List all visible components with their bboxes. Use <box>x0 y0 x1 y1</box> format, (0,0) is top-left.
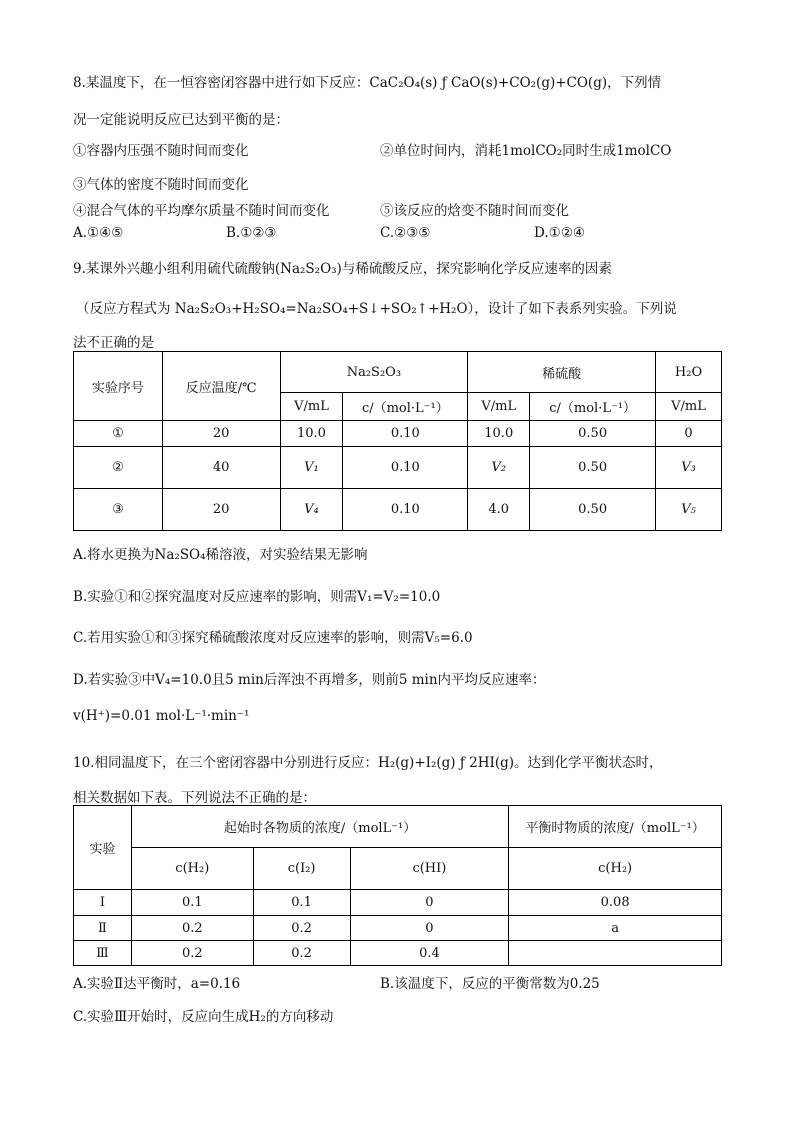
table-cell: 0.50 <box>530 489 656 531</box>
q9-subheader: V/mL <box>468 393 530 421</box>
table-cell: Ⅲ <box>74 941 132 966</box>
q10-stem-line1: 10.相同温度下，在三个密闭容器中分别进行反应：H₂(g)+I₂(g) ƒ 2HI(g)。达到化学平衡状态时， <box>73 755 663 771</box>
table-cell: ③ <box>74 489 163 531</box>
table-cell: 0 <box>350 916 509 941</box>
q9-subheader: V/mL <box>280 393 343 421</box>
q9-stem-line1: 9.某课外兴趣小组利用硫代硫酸钠(Na₂S₂O₃)与稀硫酸反应，探究影响化学反应速率的因素 <box>73 261 612 277</box>
q10-header-eq: 平衡时物质的浓度/（molL⁻¹） <box>509 806 722 848</box>
table-row <box>74 916 722 941</box>
table-cell: Ⅱ <box>74 916 132 941</box>
table-cell: 10.0 <box>468 421 530 447</box>
q9-stem-line3: 法不正确的是 <box>73 335 154 351</box>
table-cell: V₁ <box>280 447 343 489</box>
table-row <box>74 890 722 916</box>
table-row <box>74 421 722 447</box>
table-cell: 4.0 <box>468 489 530 531</box>
table-cell: 0.4 <box>350 941 509 966</box>
q8-option-3: ③气体的密度不随时间而变化 <box>73 177 249 193</box>
table-cell: 40 <box>162 447 280 489</box>
table-cell: V₄ <box>280 489 343 531</box>
table-cell: 20 <box>162 489 280 531</box>
q10-subheader: c(I₂) <box>253 848 350 890</box>
table-cell: 0.10 <box>343 447 468 489</box>
q8-stem-line2: 况一定能说明反应已达到平衡的是： <box>73 112 289 128</box>
q8-option-1: ①容器内压强不随时间而变化 <box>73 143 249 159</box>
q10-subheader: c(H₂) <box>509 848 722 890</box>
table-cell: 20 <box>162 421 280 447</box>
q10-option-c: C.实验Ⅲ开始时，反应向生成H₂的方向移动 <box>73 1009 334 1025</box>
table-cell: 0.2 <box>253 941 350 966</box>
table-row <box>74 447 722 489</box>
table-cell: V₃ <box>656 447 722 489</box>
q10-subheader: c(HI) <box>350 848 509 890</box>
q10-header-exp: 实验 <box>74 806 132 890</box>
table-cell <box>509 941 722 966</box>
table-row <box>74 941 722 966</box>
q8-choice-a: A.①④⑤ <box>73 225 124 241</box>
q8-option-4: ④混合气体的平均摩尔质量不随时间而变化 <box>73 203 330 219</box>
q10-stem-line2: 相关数据如下表。下列说法不正确的是： <box>73 790 316 806</box>
q8-stem-line1: 8.某温度下，在一恒容密闭容器中进行如下反应：CaC₂O₄(s) ƒ CaO(s)+CO₂(g)+CO(g)，下列情 <box>73 75 662 91</box>
q8-choice-c: C.②③⑤ <box>380 225 431 241</box>
q9-subheader: c/（mol·L⁻¹） <box>530 393 656 421</box>
table-cell: 10.0 <box>280 421 343 447</box>
q9-option-d-formula: v(H⁺)=0.01 mol·L⁻¹·min⁻¹ <box>73 708 250 724</box>
q9-option-a: A.将水更换为Na₂SO₄稀溶液，对实验结果无影响 <box>73 547 368 563</box>
table-cell: 0 <box>350 890 509 916</box>
q9-option-c: C.若用实验①和③探究稀硫酸浓度对反应速率的影响，则需V₅=6.0 <box>73 630 473 646</box>
q9-table <box>73 351 722 531</box>
q10-option-a: A.实验Ⅱ达平衡时，a=0.16 <box>73 976 241 992</box>
table-cell: a <box>509 916 722 941</box>
table-cell: 0.1 <box>253 890 350 916</box>
table-cell: ② <box>74 447 163 489</box>
table-cell: ① <box>74 421 163 447</box>
table-cell: 0.2 <box>131 941 253 966</box>
table-cell: 0.50 <box>530 447 656 489</box>
q10-subheader: c(H₂) <box>131 848 253 890</box>
q9-header-temp: 反应温度/℃ <box>162 352 280 421</box>
table-cell: 0.2 <box>253 916 350 941</box>
q8-choice-b: B.①②③ <box>226 225 277 241</box>
q9-header-water: H₂O <box>656 352 722 393</box>
q9-stem-line2: （反应方程式为 Na₂S₂O₃+H₂SO₄=Na₂SO₄+S↓+SO₂↑+H₂O），设计了如下表系列实验。下列说 <box>76 301 677 317</box>
table-cell: 0.10 <box>343 421 468 447</box>
q10-option-b: B.该温度下，反应的平衡常数为0.25 <box>380 976 600 992</box>
q9-header-id: 实验序号 <box>74 352 163 421</box>
q9-option-b: B.实验①和②探究温度对反应速率的影响，则需V₁=V₂=10.0 <box>73 589 441 605</box>
q10-header-start: 起始时各物质的浓度/（molL⁻¹） <box>131 806 508 848</box>
table-cell: 0.50 <box>530 421 656 447</box>
q9-subheader: V/mL <box>656 393 722 421</box>
q9-subheader: c/（mol·L⁻¹） <box>343 393 468 421</box>
table-cell: V₅ <box>656 489 722 531</box>
q9-option-d: D.若实验③中V₄=10.0且5 min后浑浊不再增多，则前5 min内平均反应速率： <box>73 672 546 688</box>
q9-header-acid: 稀硫酸 <box>468 352 656 393</box>
table-cell: 0.2 <box>131 916 253 941</box>
q8-choice-d: D.①②④ <box>534 225 585 241</box>
table-cell: 0.08 <box>509 890 722 916</box>
q9-header-na2s2o3: Na₂S₂O₃ <box>280 352 468 393</box>
table-cell: Ⅰ <box>74 890 132 916</box>
table-cell: 0.10 <box>343 489 468 531</box>
q8-option-5: ⑤该反应的焓变不随时间而变化 <box>380 203 569 219</box>
q8-option-2: ②单位时间内，消耗1molCO₂同时生成1molCO <box>380 143 672 159</box>
q10-table <box>73 805 722 966</box>
table-cell: 0.1 <box>131 890 253 916</box>
table-row <box>74 489 722 531</box>
table-cell: 0 <box>656 421 722 447</box>
table-cell: V₂ <box>468 447 530 489</box>
